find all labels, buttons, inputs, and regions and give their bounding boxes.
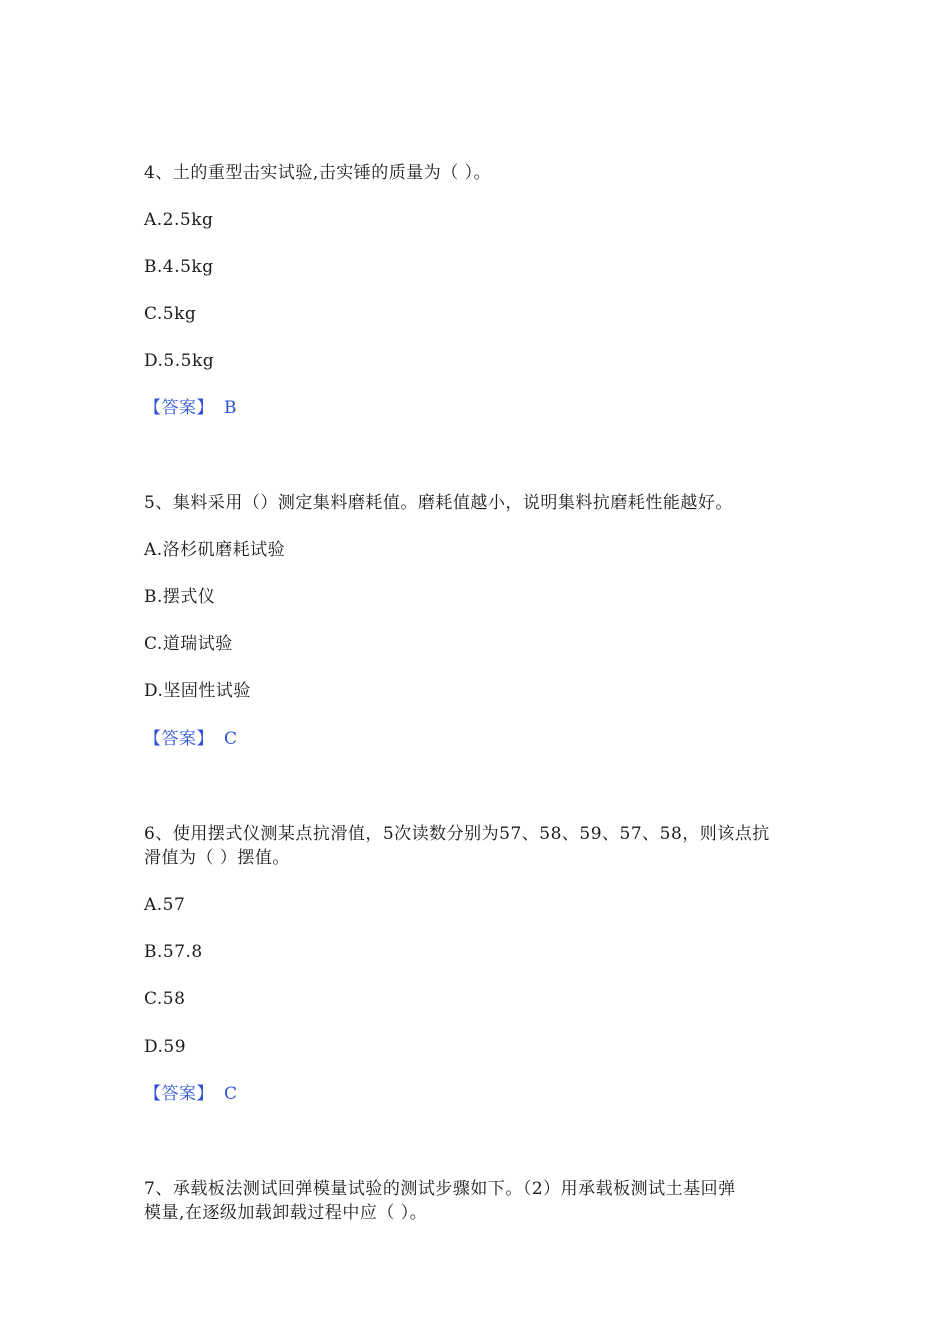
answer-value: C (224, 1084, 238, 1104)
question-4-answer (144, 396, 237, 420)
question-6-text-line1: 6、使用摆式仪测某点抗滑值，5次读数分别为57、58、59、57、58，则该点抗 (144, 824, 770, 844)
question-5-option-d: D.坚固性试验 (144, 681, 251, 701)
answer-label: 【答案】 (144, 1084, 214, 1104)
question-6-option-d: D.59 (144, 1037, 187, 1057)
question-7-text-line2: 模量,在逐级加载卸载过程中应（ ）。 (144, 1203, 428, 1223)
question-4-option-c: C.5kg (144, 304, 197, 324)
answer-value: B (224, 398, 237, 418)
question-4-text: 4、土的重型击实试验,击实锤的质量为（ ）。 (144, 163, 492, 183)
question-4-option-d: D.5.5kg (144, 351, 215, 371)
question-4-option-a: A.2.5kg (144, 210, 214, 230)
question-6-option-c: C.58 (144, 989, 186, 1009)
question-6-option-b: B.57.8 (144, 942, 203, 962)
question-6-answer (144, 1082, 238, 1106)
question-5-answer (144, 727, 238, 751)
question-5-option-a: A.洛杉矶磨耗试验 (144, 540, 286, 560)
answer-label: 【答案】 (144, 729, 214, 749)
answer-label: 【答案】 (144, 398, 214, 418)
question-7-text-line1: 7、承载板法测试回弹模量试验的测试步骤如下。（2）用承载板测试土基回弹 (144, 1179, 736, 1199)
question-5-option-b: B.摆式仪 (144, 587, 216, 607)
answer-value: C (224, 729, 238, 749)
question-6-option-a: A.57 (144, 895, 186, 915)
question-4-option-b: B.4.5kg (144, 257, 214, 277)
question-5-text: 5、集料采用（）测定集料磨耗值。磨耗值越小，说明集料抗磨耗性能越好。 (144, 493, 733, 513)
question-5-option-c: C.道瑞试验 (144, 634, 233, 654)
question-6-text-line2: 滑值为（ ）摆值。 (144, 848, 290, 868)
